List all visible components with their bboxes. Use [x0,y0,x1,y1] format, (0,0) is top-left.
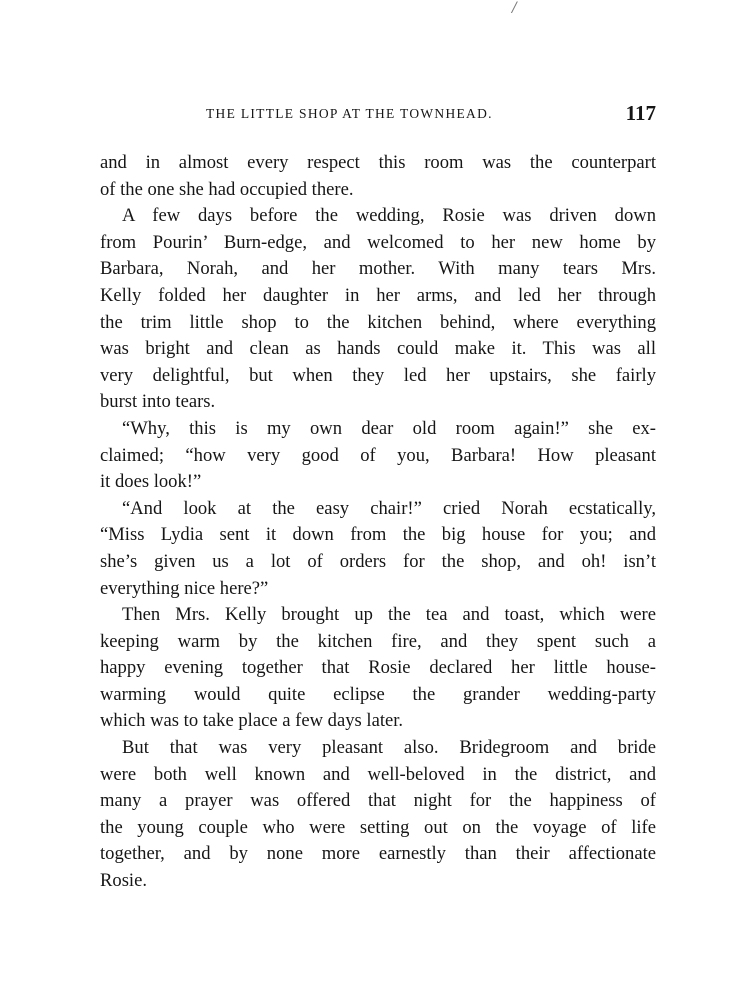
text-line: Kelly folded her daughter in her arms, and led her through [100,284,656,306]
text-line: which was to take place a few days later. [100,710,404,732]
text-line: together, and by none more earnestly than their affectionate [100,843,656,865]
text-line: Rosie. [100,870,148,892]
text-line: warming would quite eclipse the grander wedding-party [100,683,656,705]
text-line: was bright and clean as hands could make it. This was all [100,338,656,360]
text-line: “And look at the easy chair!” cried Norah ecstatically, [122,497,656,519]
text-line: it does look!” [100,471,202,493]
top-margin-mark: / [512,0,517,16]
text-line: of the one she had occupied there. [100,178,354,200]
running-title: THE LITTLE SHOP AT THE TOWNHEAD. [206,106,493,121]
text-line: Then Mrs. Kelly brought up the tea and toast, which were [122,604,656,626]
running-head [100,100,656,130]
text-line: many a prayer was offered that night for the happiness of [100,790,656,812]
text-line: “Miss Lydia sent it down from the big house for you; and [100,524,656,546]
text-line: keeping warm by the kitchen fire, and they spent such a [100,630,656,652]
text-line: But that was very pleasant also. Bridegroom and bride [122,737,656,759]
text-line: she’s given us a lot of orders for the shop, and oh! isn’t [100,550,656,572]
text-line: from Pourin’ Burn-edge, and welcomed to her new home by [100,231,656,253]
text-line: the trim little shop to the kitchen behind, where everything [100,311,656,333]
text-line: burst into tears. [100,391,216,413]
text-line: everything nice here?” [100,577,269,599]
text-line: claimed; “how very good of you, Barbara! How pleasant [100,444,656,466]
text-line: “Why, this is my own dear old room again!” she ex- [122,417,656,439]
text-line: happy evening together that Rosie declared her little house- [100,657,656,679]
body-text [100,150,656,895]
text-line: Barbara, Norah, and her mother. With many tears Mrs. [100,258,656,280]
text-line: very delightful, but when they led her upstairs, she fairly [100,364,656,386]
text-line: A few days before the wedding, Rosie was driven down [122,205,656,227]
text-line: the young couple who were setting out on the voyage of life [100,816,656,838]
page-number: 117 [625,101,656,125]
text-line: were both well known and well-beloved in the district, and [100,763,656,785]
text-line: and in almost every respect this room was the counterpart [100,152,656,173]
